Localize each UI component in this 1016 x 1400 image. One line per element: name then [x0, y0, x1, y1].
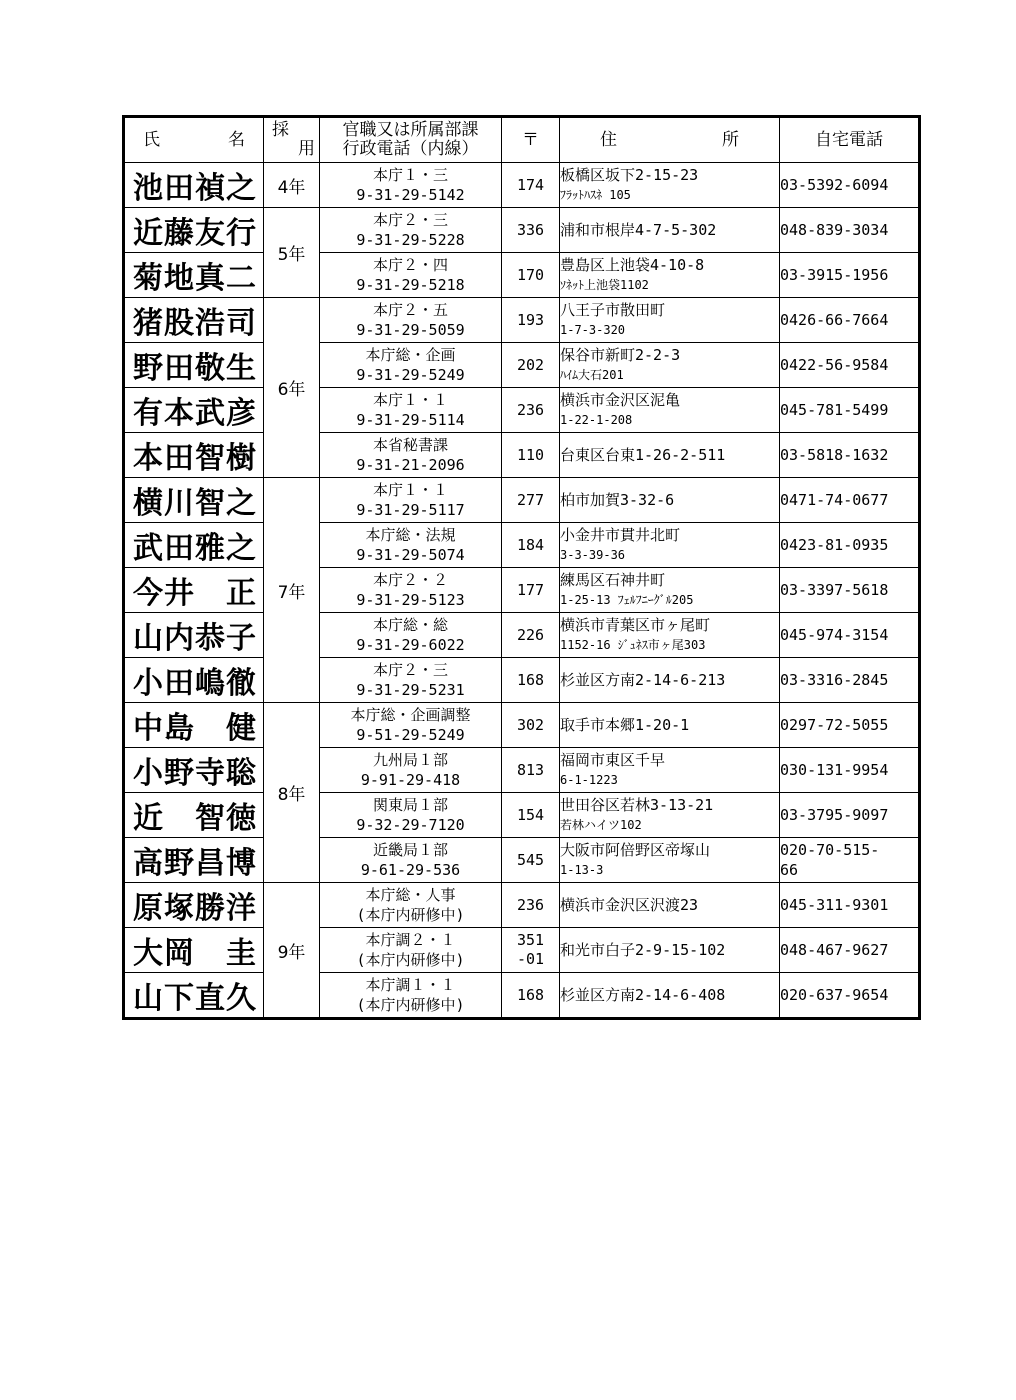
- address-line2: 1-7-3-320: [560, 323, 626, 337]
- table-row: [124, 388, 920, 433]
- extension: 9-31-29-5231: [356, 681, 465, 699]
- address-line1: 保谷市新町2-2-3: [560, 346, 681, 364]
- department: 本庁２・五: [372, 301, 448, 319]
- address-line1: 大阪市阿倍野区帝塚山: [560, 841, 711, 859]
- name-cell: [124, 748, 264, 793]
- surname: 本田: [133, 441, 195, 476]
- address-line2: 1-25-13 ﾌｪﾙﾌﾆｰｸﾞﾙ205: [560, 593, 694, 607]
- department: 九州局１部: [372, 751, 448, 769]
- table-header-row: [124, 117, 920, 163]
- home-phone: 045-311-9301: [780, 896, 889, 914]
- home-phone: 0423-81-0935: [780, 536, 889, 554]
- address-cell: [560, 613, 780, 658]
- given-name: 恭子: [195, 621, 257, 656]
- surname: 猪股: [133, 306, 195, 341]
- name-cell: [124, 928, 264, 973]
- surname: 有本: [133, 396, 195, 431]
- address-line1: 杉並区方南2-14-6-213: [560, 671, 726, 689]
- home-phone: 0297-72-5055: [780, 716, 889, 734]
- given-name: 正: [226, 576, 257, 611]
- address-line2: 若林ハイツ102: [560, 818, 642, 832]
- given-name: 徹: [226, 666, 257, 701]
- table-row: [124, 523, 920, 568]
- department-cell: [320, 253, 502, 298]
- department-cell: [320, 208, 502, 253]
- surname: 大岡: [133, 936, 195, 971]
- department-cell: [320, 388, 502, 433]
- home-phone-cell: [780, 208, 920, 253]
- given-name: 聡: [226, 756, 257, 791]
- home-phone-cell: [780, 523, 920, 568]
- address-line2: 1152-16 ｼﾞｭﾈｽ市ヶ尾303: [560, 638, 706, 652]
- address-line1: 和光市白子2-9-15-102: [560, 941, 726, 959]
- surname: 原塚: [133, 891, 195, 926]
- table-row: [124, 748, 920, 793]
- address-cell: [560, 793, 780, 838]
- postal-code-cell: 236: [502, 388, 560, 433]
- address-cell: [560, 568, 780, 613]
- home-phone-cell: [780, 883, 920, 928]
- postal-code-cell: 545: [502, 838, 560, 883]
- name-cell: [124, 658, 264, 703]
- home-phone: 0422-56-9584: [780, 356, 889, 374]
- home-phone-cell: [780, 343, 920, 388]
- address-cell: [560, 478, 780, 523]
- address-cell: [560, 703, 780, 748]
- department: 本庁総・総: [372, 616, 448, 634]
- department-cell: [320, 478, 502, 523]
- extension: 9-31-29-5114: [356, 411, 465, 429]
- department: 本庁総・企画: [365, 346, 456, 364]
- department-cell: [320, 568, 502, 613]
- extension: 9-31-29-5249: [356, 366, 465, 384]
- table-row: [124, 208, 920, 253]
- department: 本庁２・四: [372, 256, 448, 274]
- surname: 近: [133, 801, 164, 836]
- address-line1: 豊島区上池袋4-10-8: [560, 256, 705, 274]
- hire-year-cell: 4年: [264, 163, 320, 208]
- name-cell: [124, 298, 264, 343]
- department-cell: [320, 793, 502, 838]
- address-cell: [560, 838, 780, 883]
- given-name: 禎之: [195, 171, 257, 206]
- header-home-phone: 自宅電話: [780, 117, 920, 163]
- address-line1: 台東区台東1-26-2-511: [560, 446, 726, 464]
- given-name: 健: [226, 711, 257, 746]
- given-name: 智徳: [195, 801, 257, 836]
- home-phone-cell: [780, 658, 920, 703]
- address-line1: 浦和市根岸4-7-5-302: [560, 221, 717, 239]
- table-row: [124, 703, 920, 748]
- department: 本庁１・１: [372, 391, 448, 409]
- surname: 中島: [133, 711, 195, 746]
- department-cell: [320, 433, 502, 478]
- postal-code-cell: 184: [502, 523, 560, 568]
- postal-code-cell: 168: [502, 973, 560, 1019]
- address-line1: 柏市加賀3-32-6: [560, 491, 675, 509]
- surname: 池田: [133, 171, 195, 206]
- extension: 9-31-29-5218: [356, 276, 465, 294]
- department-cell: [320, 658, 502, 703]
- department-cell: [320, 343, 502, 388]
- address-line1: 八王子市散田町: [560, 301, 666, 319]
- postal-code-cell: 110: [502, 433, 560, 478]
- address-cell: [560, 928, 780, 973]
- given-name: 武彦: [195, 396, 257, 431]
- table-row: [124, 343, 920, 388]
- name-cell: [124, 163, 264, 208]
- address-cell: [560, 658, 780, 703]
- table-row: [124, 838, 920, 883]
- home-phone-cell: [780, 163, 920, 208]
- address-line2: ﾌﾗｯﾄﾊｽﾈ 105: [560, 188, 631, 202]
- name-cell: [124, 253, 264, 298]
- extension: 9-31-29-5074: [356, 546, 465, 564]
- extension: 9-31-29-5228: [356, 231, 465, 249]
- surname: 今井: [133, 576, 195, 611]
- table-row: [124, 163, 920, 208]
- extension: 9-31-29-5123: [356, 591, 465, 609]
- home-phone: 020-70-515-: [780, 841, 880, 859]
- address-line2: ｿﾈｯﾄ上池袋1102: [560, 278, 649, 292]
- postal-code-cell: 168: [502, 658, 560, 703]
- extension: 9-31-29-5142: [356, 186, 465, 204]
- name-cell: [124, 703, 264, 748]
- table-row: [124, 568, 920, 613]
- home-phone: 045-781-5499: [780, 401, 889, 419]
- name-cell: [124, 883, 264, 928]
- given-name: 友行: [195, 216, 257, 251]
- extension: 9-31-29-5059: [356, 321, 465, 339]
- table-row: [124, 433, 920, 478]
- department-cell: [320, 703, 502, 748]
- department: 本庁２・三: [372, 661, 448, 679]
- postal-code-cell: 336: [502, 208, 560, 253]
- table-row: [124, 793, 920, 838]
- department-cell: [320, 928, 502, 973]
- home-phone-cell: 020-70-515- 66: [780, 838, 920, 883]
- surname: 山内: [133, 621, 195, 656]
- address-line1: 福岡市東区千早: [560, 751, 666, 769]
- home-phone-cell: [780, 478, 920, 523]
- header-hire-year: 採 用: [264, 117, 320, 163]
- name-cell: [124, 523, 264, 568]
- name-cell: [124, 613, 264, 658]
- department: 本庁調２・１: [365, 931, 456, 949]
- name-cell: [124, 973, 264, 1019]
- postal-code-cell: 170: [502, 253, 560, 298]
- table-row: [124, 883, 920, 928]
- extension: 9-31-29-5117: [356, 501, 465, 519]
- given-name: 智之: [195, 486, 257, 521]
- department: 本省秘書課: [372, 436, 448, 454]
- address-cell: [560, 523, 780, 568]
- name-cell: [124, 793, 264, 838]
- surname: 野田: [133, 351, 195, 386]
- home-phone: 045-974-3154: [780, 626, 889, 644]
- given-name: 敬生: [195, 351, 257, 386]
- surname: 菊地: [133, 261, 195, 296]
- name-cell: [124, 838, 264, 883]
- department-cell: [320, 298, 502, 343]
- department: 本庁調１・１: [365, 976, 456, 994]
- address-cell: [560, 298, 780, 343]
- hire-year-cell: 8年: [264, 703, 320, 883]
- address-line1: 小金井市貫井北町: [560, 526, 681, 544]
- postal-code-cell: 174: [502, 163, 560, 208]
- address-cell: [560, 973, 780, 1019]
- department: 関東局１部: [372, 796, 448, 814]
- address-line1: 横浜市青葉区市ヶ尾町: [560, 616, 711, 634]
- home-phone-cell: [780, 748, 920, 793]
- department: 本庁２・２: [372, 571, 448, 589]
- extension: (本庁内研修中): [356, 996, 465, 1014]
- address-line2: 6-1-1223: [560, 773, 618, 787]
- header-address: 住 所: [560, 117, 780, 163]
- department-cell: [320, 883, 502, 928]
- postal-code-cell: 226: [502, 613, 560, 658]
- department: 本庁１・１: [372, 481, 448, 499]
- department: 近畿局１部: [372, 841, 448, 859]
- department: 本庁２・三: [372, 211, 448, 229]
- postal-code-cell: 193: [502, 298, 560, 343]
- home-phone-cell: [780, 613, 920, 658]
- extension: 9-31-29-6022: [356, 636, 465, 654]
- hire-year-cell: 7年: [264, 478, 320, 703]
- address-line2: 1-22-1-208: [560, 413, 633, 427]
- table-row: [124, 253, 920, 298]
- surname: 小野寺: [133, 756, 226, 791]
- header-name: 氏 名: [124, 117, 264, 163]
- home-phone: 03-5392-6094: [780, 176, 889, 194]
- extension: (本庁内研修中): [356, 906, 465, 924]
- table-row: [124, 973, 920, 1019]
- extension: (本庁内研修中): [356, 951, 465, 969]
- address-line1: 横浜市金沢区泥亀: [560, 391, 681, 409]
- given-name: 浩司: [195, 306, 257, 341]
- postal-code-cell: 351 -01: [502, 928, 560, 973]
- given-name: 真二: [195, 261, 257, 296]
- department-cell: [320, 973, 502, 1019]
- postal-code-cell: 236: [502, 883, 560, 928]
- home-phone: 020-637-9654: [780, 986, 889, 1004]
- address-cell: [560, 253, 780, 298]
- home-phone-cell: [780, 973, 920, 1019]
- table-row: [124, 613, 920, 658]
- home-phone: 03-3915-1956: [780, 266, 889, 284]
- address-cell: [560, 883, 780, 928]
- address-line1: 横浜市金沢区沢渡23: [560, 896, 699, 914]
- address-line2: ﾊｲﾑ大石201: [560, 368, 624, 382]
- extension: 9-91-29-418: [360, 771, 461, 789]
- home-phone: 048-839-3034: [780, 221, 889, 239]
- given-name: 直久: [195, 981, 257, 1016]
- name-cell: [124, 208, 264, 253]
- address-line1: 取手市本郷1-20-1: [560, 716, 690, 734]
- given-name: 昌博: [195, 846, 257, 881]
- address-cell: [560, 388, 780, 433]
- home-phone: 03-3397-5618: [780, 581, 889, 599]
- department-cell: [320, 748, 502, 793]
- department: 本庁１・三: [372, 166, 448, 184]
- name-cell: [124, 568, 264, 613]
- department-cell: [320, 523, 502, 568]
- address-cell: [560, 433, 780, 478]
- department: 本庁総・人事: [365, 886, 456, 904]
- hire-year-cell: 5年: [264, 208, 320, 298]
- surname: 武田: [133, 531, 195, 566]
- surname: 山下: [133, 981, 195, 1016]
- home-phone-cell: [780, 703, 920, 748]
- extension: 9-61-29-536: [360, 861, 461, 879]
- address-cell: [560, 748, 780, 793]
- home-phone-cell: [780, 793, 920, 838]
- hire-year-cell: 6年: [264, 298, 320, 478]
- staff-directory-table: [122, 115, 921, 1020]
- extension: 9-31-21-2096: [356, 456, 465, 474]
- surname: 高野: [133, 846, 195, 881]
- postal-code-cell: 302: [502, 703, 560, 748]
- surname: 近藤: [133, 216, 195, 251]
- name-cell: [124, 478, 264, 523]
- department-cell: [320, 838, 502, 883]
- table-row: [124, 478, 920, 523]
- name-cell: [124, 433, 264, 478]
- home-phone-cell: [780, 568, 920, 613]
- department: 本庁総・法規: [365, 526, 456, 544]
- address-line1: 杉並区方南2-14-6-408: [560, 986, 726, 1004]
- home-phone: 03-3795-9097: [780, 806, 889, 824]
- table-row: [124, 658, 920, 703]
- surname: 小田嶋: [133, 666, 226, 701]
- given-name: 智樹: [195, 441, 257, 476]
- address-line2: 1-13-3: [560, 863, 604, 877]
- hire-year-cell: 9年: [264, 883, 320, 1019]
- home-phone: 030-131-9954: [780, 761, 889, 779]
- given-name: 圭: [226, 936, 257, 971]
- extension: 9-51-29-5249: [356, 726, 465, 744]
- extension: 9-32-29-7120: [356, 816, 465, 834]
- home-phone-cell: [780, 388, 920, 433]
- table-row: [124, 928, 920, 973]
- home-phone: 03-3316-2845: [780, 671, 889, 689]
- department-cell: [320, 613, 502, 658]
- address-line2: 3-3-39-36: [560, 548, 626, 562]
- home-phone-cell: [780, 253, 920, 298]
- home-phone-cell: [780, 298, 920, 343]
- header-postal-code: 〒: [502, 117, 560, 163]
- address-cell: [560, 163, 780, 208]
- home-phone: 0426-66-7664: [780, 311, 889, 329]
- home-phone: 03-5818-1632: [780, 446, 889, 464]
- department: 本庁総・企画調整: [350, 706, 471, 724]
- address-line1: 世田谷区若林3-13-21: [560, 796, 714, 814]
- postal-code-cell: 202: [502, 343, 560, 388]
- surname: 横川: [133, 486, 195, 521]
- postal-code-cell: 277: [502, 478, 560, 523]
- address-cell: [560, 208, 780, 253]
- home-phone-cell: [780, 928, 920, 973]
- table-row: [124, 298, 920, 343]
- address-line1: 練馬区石神井町: [560, 571, 666, 589]
- postal-code-cell: 813: [502, 748, 560, 793]
- given-name: 勝洋: [195, 891, 257, 926]
- home-phone-cell: [780, 433, 920, 478]
- name-cell: [124, 388, 264, 433]
- given-name: 雅之: [195, 531, 257, 566]
- address-cell: [560, 343, 780, 388]
- header-department: 官職又は所属部課 行政電話（内線）: [320, 117, 502, 163]
- address-line1: 板橋区坂下2-15-23: [560, 166, 699, 184]
- home-phone: 0471-74-0677: [780, 491, 889, 509]
- department-cell: [320, 163, 502, 208]
- home-phone: 048-467-9627: [780, 941, 889, 959]
- postal-code-cell: 154: [502, 793, 560, 838]
- postal-code-cell: 177: [502, 568, 560, 613]
- name-cell: [124, 343, 264, 388]
